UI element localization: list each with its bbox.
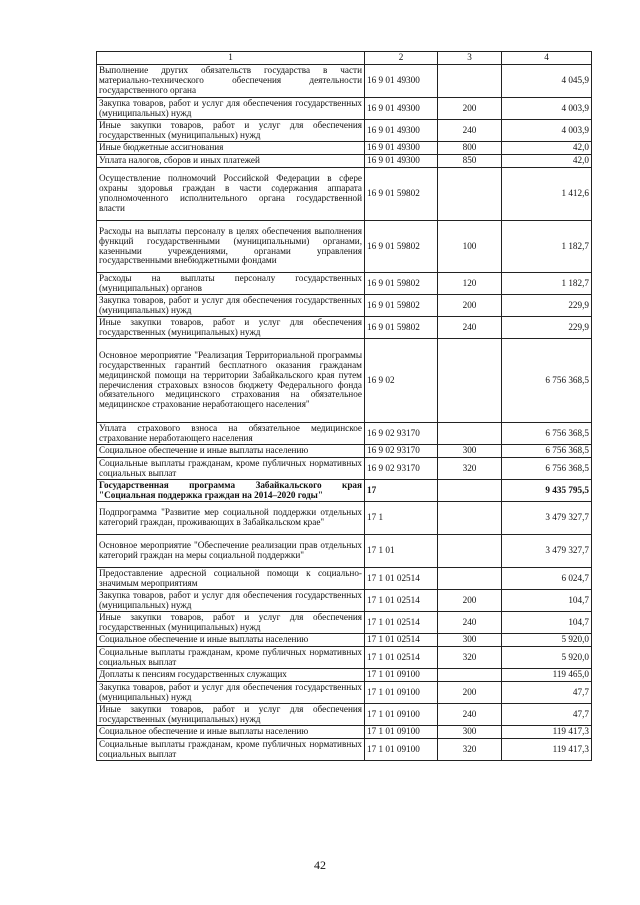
row-amount-cell: 3 479 327,7 xyxy=(502,502,592,535)
row-name-cell: Иные закупки товаров, работ и услуг для обеспечения государственных (муниципальных) нужд xyxy=(97,120,365,142)
table-row xyxy=(97,704,592,726)
row-amount-cell: 1 412,6 xyxy=(502,168,592,221)
row-type-cell xyxy=(438,423,502,445)
row-type-cell xyxy=(438,535,502,568)
row-type-cell xyxy=(438,480,502,502)
row-name-cell: Социальное обеспечение и иные выплаты населению xyxy=(97,445,365,458)
row-type-cell xyxy=(438,669,502,682)
column-header: 2 xyxy=(365,52,438,65)
row-amount-cell: 5 920,0 xyxy=(502,634,592,647)
row-code-cell: 16 9 01 59802 xyxy=(365,317,438,339)
column-header: 3 xyxy=(438,52,502,65)
row-code-cell: 17 1 01 09100 xyxy=(365,669,438,682)
table-row xyxy=(97,480,592,502)
row-type-cell: 200 xyxy=(438,98,502,120)
row-code-cell: 16 9 01 49300 xyxy=(365,120,438,142)
table-row xyxy=(97,458,592,480)
row-type-cell: 120 xyxy=(438,273,502,295)
table-row xyxy=(97,634,592,647)
row-code-cell: 16 9 01 49300 xyxy=(365,98,438,120)
row-type-cell: 200 xyxy=(438,682,502,704)
row-type-cell: 800 xyxy=(438,142,502,155)
row-code-cell: 17 1 01 02514 xyxy=(365,568,438,590)
row-code-cell: 17 1 01 02514 xyxy=(365,590,438,612)
table-row xyxy=(97,739,592,761)
row-amount-cell: 4 003,9 xyxy=(502,120,592,142)
row-type-cell: 320 xyxy=(438,647,502,669)
table-header-row xyxy=(97,52,592,65)
row-name-cell: Социальные выплаты гражданам, кроме публичных нормативных социальных выплат xyxy=(97,739,365,761)
budget-table xyxy=(96,51,592,761)
row-type-cell: 240 xyxy=(438,120,502,142)
row-name-cell: Социальные выплаты гражданам, кроме публичных нормативных социальных выплат xyxy=(97,647,365,669)
row-code-cell: 16 9 01 49300 xyxy=(365,65,438,98)
row-amount-cell: 6 756 368,5 xyxy=(502,423,592,445)
row-name-cell: Расходы на выплаты персоналу государственных (муниципальных) органов xyxy=(97,273,365,295)
table-row xyxy=(97,612,592,634)
row-code-cell: 16 9 02 xyxy=(365,339,438,423)
row-name-cell: Основное мероприятие "Реализация Территориальной программы государственных гарантий бесплатного оказания гражданам медицинской помощи на территории Забайкальского края путем перечисления страховых взносов бюджету Федерального фонда обязательного медицинского страхования на обязательное медицинское страхование неработающего населения" xyxy=(97,339,365,423)
column-header: 4 xyxy=(502,52,592,65)
row-name-cell: Социальные выплаты гражданам, кроме публичных нормативных социальных выплат xyxy=(97,458,365,480)
row-type-cell: 240 xyxy=(438,704,502,726)
row-code-cell: 17 xyxy=(365,480,438,502)
row-type-cell: 200 xyxy=(438,590,502,612)
row-name-cell: Закупка товаров, работ и услуг для обеспечения государственных (муниципальных) нужд xyxy=(97,98,365,120)
row-amount-cell: 1 182,7 xyxy=(502,273,592,295)
row-name-cell: Расходы на выплаты персоналу в целях обеспечения выполнения функций государственными (муниципальными) органами, казенными учреждениями, органами управления государственными внебюджетными фондами xyxy=(97,221,365,273)
row-code-cell: 16 9 01 59802 xyxy=(365,221,438,273)
row-code-cell: 17 1 01 02514 xyxy=(365,612,438,634)
row-name-cell: Подпрограмма "Развитие мер социальной поддержки отдельных категорий граждан, проживающих в Забайкальском крае" xyxy=(97,502,365,535)
row-amount-cell: 6 756 368,5 xyxy=(502,339,592,423)
row-name-cell: Иные закупки товаров, работ и услуг для обеспечения государственных (муниципальных) нужд xyxy=(97,317,365,339)
row-name-cell: Основное мероприятие "Обеспечение реализации прав отдельных категорий граждан на меры социальной поддержки" xyxy=(97,535,365,568)
table-row xyxy=(97,502,592,535)
row-type-cell: 320 xyxy=(438,739,502,761)
row-name-cell: Уплата страхового взноса на обязательное медицинское страхование неработающего населения xyxy=(97,423,365,445)
row-amount-cell: 6 024,7 xyxy=(502,568,592,590)
table-row xyxy=(97,273,592,295)
row-amount-cell: 104,7 xyxy=(502,612,592,634)
row-name-cell: Осуществление полномочий Российской Федерации в сфере охраны здоровья граждан в части содержания аппарата уполномоченного исполнительного органа государственной власти xyxy=(97,168,365,221)
row-type-cell: 300 xyxy=(438,634,502,647)
table-row xyxy=(97,98,592,120)
row-type-cell: 300 xyxy=(438,726,502,739)
page-number: 42 xyxy=(314,858,326,872)
table-row xyxy=(97,295,592,317)
row-code-cell: 17 1 01 09100 xyxy=(365,704,438,726)
row-type-cell xyxy=(438,168,502,221)
table-row xyxy=(97,142,592,155)
row-amount-cell: 229,9 xyxy=(502,295,592,317)
row-amount-cell: 42,0 xyxy=(502,155,592,168)
row-code-cell: 17 1 01 09100 xyxy=(365,682,438,704)
table-row xyxy=(97,120,592,142)
column-header: 1 xyxy=(97,52,365,65)
row-amount-cell: 119 417,3 xyxy=(502,726,592,739)
row-name-cell: Доплаты к пенсиям государственных служащих xyxy=(97,669,365,682)
row-type-cell: 850 xyxy=(438,155,502,168)
row-amount-cell: 4 045,9 xyxy=(502,65,592,98)
row-code-cell: 17 1 xyxy=(365,502,438,535)
row-amount-cell: 6 756 368,5 xyxy=(502,458,592,480)
row-name-cell: Социальное обеспечение и иные выплаты населению xyxy=(97,726,365,739)
row-type-cell: 200 xyxy=(438,295,502,317)
row-type-cell: 320 xyxy=(438,458,502,480)
row-type-cell: 300 xyxy=(438,445,502,458)
row-name-cell: Выполнение других обязательств государства в части материально-технического обеспечения деятельности государственного органа xyxy=(97,65,365,98)
row-name-cell: Закупка товаров, работ и услуг для обеспечения государственных (муниципальных) нужд xyxy=(97,682,365,704)
row-name-cell: Социальное обеспечение и иные выплаты населению xyxy=(97,634,365,647)
row-code-cell: 16 9 01 59802 xyxy=(365,273,438,295)
table-row xyxy=(97,647,592,669)
table-row xyxy=(97,339,592,423)
table-row xyxy=(97,65,592,98)
row-amount-cell: 9 435 795,5 xyxy=(502,480,592,502)
row-amount-cell: 119 465,0 xyxy=(502,669,592,682)
row-code-cell: 16 9 01 59802 xyxy=(365,295,438,317)
row-type-cell: 240 xyxy=(438,317,502,339)
table-row xyxy=(97,590,592,612)
row-amount-cell: 42,0 xyxy=(502,142,592,155)
row-code-cell: 17 1 01 xyxy=(365,535,438,568)
table-row xyxy=(97,423,592,445)
row-amount-cell: 1 182,7 xyxy=(502,221,592,273)
row-code-cell: 16 9 02 93170 xyxy=(365,458,438,480)
row-name-cell: Иные закупки товаров, работ и услуг для обеспечения государственных (муниципальных) нужд xyxy=(97,704,365,726)
row-name-cell: Иные бюджетные ассигнования xyxy=(97,142,365,155)
row-code-cell: 16 9 01 59802 xyxy=(365,168,438,221)
row-amount-cell: 119 417,3 xyxy=(502,739,592,761)
table-row xyxy=(97,535,592,568)
row-amount-cell: 4 003,9 xyxy=(502,98,592,120)
row-code-cell: 17 1 01 09100 xyxy=(365,726,438,739)
row-code-cell: 16 9 02 93170 xyxy=(365,445,438,458)
table-row xyxy=(97,445,592,458)
row-code-cell: 16 9 01 49300 xyxy=(365,142,438,155)
row-amount-cell: 104,7 xyxy=(502,590,592,612)
row-name-cell: Закупка товаров, работ и услуг для обеспечения государственных (муниципальных) нужд xyxy=(97,590,365,612)
row-amount-cell: 229,9 xyxy=(502,317,592,339)
row-amount-cell: 47,7 xyxy=(502,682,592,704)
table-row xyxy=(97,221,592,273)
row-name-cell: Предоставление адресной социальной помощи к социально-значимым мероприятиям xyxy=(97,568,365,590)
table-row xyxy=(97,726,592,739)
table-row xyxy=(97,168,592,221)
row-type-cell: 100 xyxy=(438,221,502,273)
row-code-cell: 17 1 01 09100 xyxy=(365,739,438,761)
table-row xyxy=(97,682,592,704)
row-type-cell: 240 xyxy=(438,612,502,634)
row-amount-cell: 47,7 xyxy=(502,704,592,726)
table-row xyxy=(97,155,592,168)
row-amount-cell: 5 920,0 xyxy=(502,647,592,669)
row-code-cell: 16 9 01 49300 xyxy=(365,155,438,168)
row-type-cell xyxy=(438,568,502,590)
row-code-cell: 17 1 01 02514 xyxy=(365,647,438,669)
row-name-cell: Государственная программа Забайкальского края "Социальная поддержка граждан на 2014–2020 годы" xyxy=(97,480,365,502)
table-row xyxy=(97,669,592,682)
table-body xyxy=(97,65,592,761)
row-name-cell: Уплата налогов, сборов и иных платежей xyxy=(97,155,365,168)
row-name-cell: Иные закупки товаров, работ и услуг для обеспечения государственных (муниципальных) нужд xyxy=(97,612,365,634)
row-code-cell: 17 1 01 02514 xyxy=(365,634,438,647)
row-amount-cell: 6 756 368,5 xyxy=(502,445,592,458)
row-type-cell xyxy=(438,502,502,535)
row-name-cell: Закупка товаров, работ и услуг для обеспечения государственных (муниципальных) нужд xyxy=(97,295,365,317)
table-row xyxy=(97,568,592,590)
row-type-cell xyxy=(438,65,502,98)
table-row xyxy=(97,317,592,339)
row-amount-cell: 3 479 327,7 xyxy=(502,535,592,568)
row-code-cell: 16 9 02 93170 xyxy=(365,423,438,445)
row-type-cell xyxy=(438,339,502,423)
